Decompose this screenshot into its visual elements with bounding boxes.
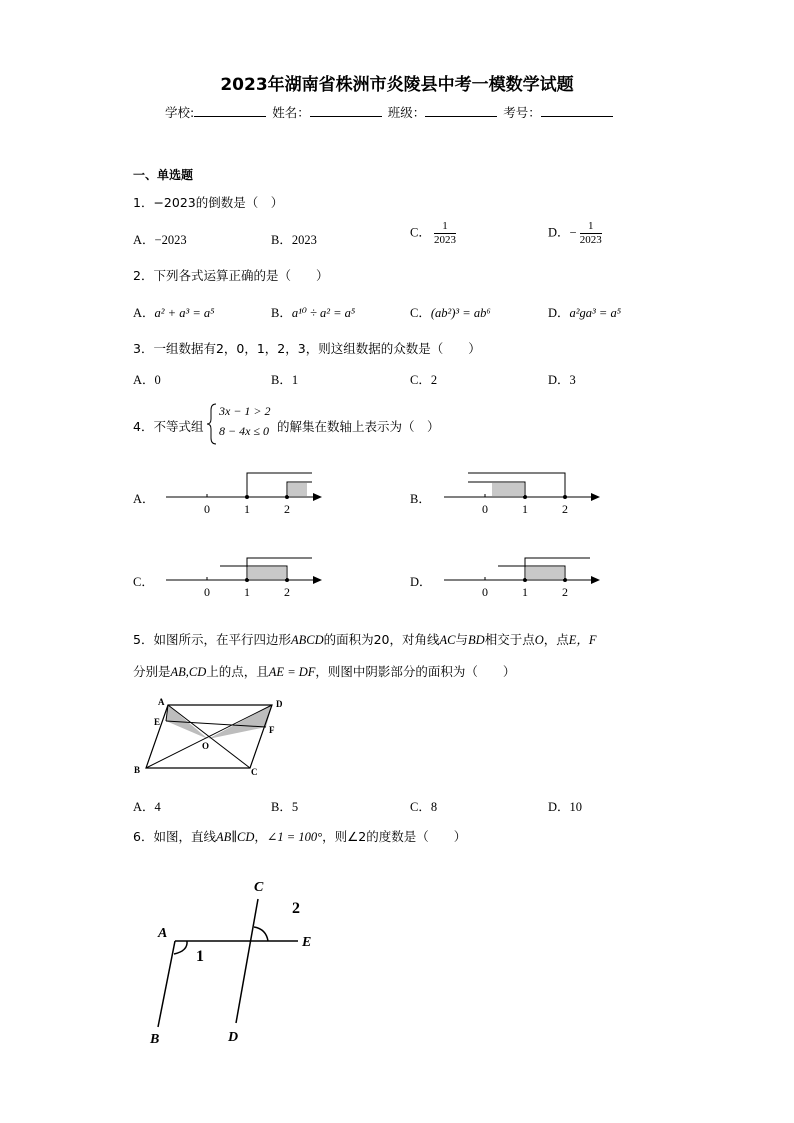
q5-text: ，点 <box>543 632 569 647</box>
label-d: D <box>228 1030 239 1045</box>
q6-stem <box>133 827 466 845</box>
q3-option-a[interactable]: A．0 <box>133 373 161 387</box>
school-blank[interactable] <box>194 104 266 117</box>
q5-math: O <box>534 633 544 647</box>
q5-parallelogram-figure <box>130 695 295 785</box>
q2-d-prefix: D． <box>548 306 570 320</box>
q4-option-d-label[interactable]: D． <box>410 575 432 589</box>
q3-option-c[interactable]: C．2 <box>410 373 438 387</box>
q5-math: E，F <box>568 633 597 647</box>
q5-option-b[interactable]: B．5 <box>271 800 299 814</box>
q1-option-a[interactable]: A．−2023 <box>133 233 187 247</box>
tick-label-1: 1 <box>522 502 528 516</box>
label-e: E <box>154 717 161 727</box>
tick-label-2: 2 <box>562 502 568 516</box>
number-label: 考号： <box>503 105 541 120</box>
arrow-icon <box>313 493 322 501</box>
tick-label-2: 2 <box>562 585 568 599</box>
q2-c-expr: (ab²)³ = ab⁶ <box>430 306 491 320</box>
tick-label-1: 1 <box>522 585 528 599</box>
line-ab <box>158 941 175 1027</box>
q6-text: ，则∠2的度数是（ ） <box>322 829 467 844</box>
q6-text: ， <box>254 829 267 844</box>
name-blank[interactable] <box>310 104 382 117</box>
q2-c-prefix: C． <box>410 306 431 320</box>
q1-c-fraction <box>434 220 456 247</box>
tick-label-1: 1 <box>244 502 250 516</box>
q5-text: 相交于点 <box>484 632 535 647</box>
q1-d-num: 1 <box>587 220 594 232</box>
q4-inequality-1: 3x − 1 > 2 <box>219 404 271 418</box>
label-c: C <box>251 767 258 777</box>
student-info-line <box>165 103 615 121</box>
q2-b-prefix: B． <box>271 306 292 320</box>
q5-text: 与 <box>455 632 469 647</box>
q2-option-a[interactable] <box>133 303 215 321</box>
q5-math: AE = DF <box>268 665 316 679</box>
tick-label-2: 2 <box>284 585 290 599</box>
q3-option-d[interactable]: D．3 <box>548 373 576 387</box>
label-d: D <box>276 699 283 709</box>
label-b: B <box>150 1032 160 1047</box>
q5-text: 5．如图所示，在平行四边形 <box>133 632 291 647</box>
q4-option-a-numberline[interactable] <box>160 466 330 520</box>
arrow-icon <box>313 576 322 584</box>
q1-option-d[interactable] <box>548 220 602 247</box>
name-label: 姓名： <box>272 105 310 120</box>
q5-text: 分别是 <box>133 664 171 679</box>
q2-a-prefix: A． <box>133 306 155 320</box>
q6-math: ∠1 = 100° <box>266 830 323 844</box>
q1-d-prefix: D．− <box>548 225 577 240</box>
shaded-region <box>526 567 564 579</box>
q2-option-c[interactable] <box>410 303 491 321</box>
q1-c-prefix: C． <box>410 225 431 240</box>
arrow-icon <box>591 493 600 501</box>
q6-math: AB∥CD <box>215 830 255 844</box>
tick-label-0: 0 <box>482 585 488 599</box>
label-c: C <box>254 880 264 895</box>
label-e: E <box>302 935 312 950</box>
q1-d-fraction <box>580 220 602 247</box>
line-cd <box>236 899 258 1023</box>
q4-inequality-2: 8 − 4x ≤ 0 <box>219 424 270 438</box>
q5-text: 的面积为20，对角线 <box>323 632 440 647</box>
q5-math: ABCD <box>290 633 324 647</box>
label-f: F <box>269 725 275 735</box>
q1-option-b[interactable]: B．2023 <box>271 233 317 247</box>
q3-stem: 3．一组数据有2，0，1，2，3，则这组数据的众数是（ ） <box>133 341 481 356</box>
q2-a-expr: a² + a³ = a⁵ <box>154 306 215 320</box>
q4-stem-suffix: 的解集在数轴上表示为（ ） <box>277 419 440 434</box>
q5-math: AC <box>439 633 456 647</box>
page-title: 2023年湖南省株洲市炎陵县中考一模数学试题 <box>220 75 574 95</box>
q6-parallel-lines-figure <box>130 875 330 1055</box>
q2-b-expr: a¹⁰ ÷ a² = a⁵ <box>291 306 356 320</box>
q5-stem-line1 <box>133 630 597 648</box>
q5-stem-line2 <box>133 662 515 680</box>
q4-option-d-numberline[interactable] <box>438 549 608 603</box>
q5-option-a[interactable]: A．4 <box>133 800 161 814</box>
q5-option-c[interactable]: C．8 <box>410 800 438 814</box>
tick-label-2: 2 <box>284 502 290 516</box>
q5-text: 上的点，且 <box>206 664 269 679</box>
tick-label-0: 0 <box>482 502 488 516</box>
q4-option-c-numberline[interactable] <box>160 549 330 603</box>
class-label: 班级： <box>387 105 426 120</box>
label-angle-1: 1 <box>196 948 204 965</box>
q4-stem-prefix: 4．不等式组 <box>133 419 204 434</box>
number-blank[interactable] <box>541 104 613 117</box>
shaded-region <box>248 567 286 579</box>
label-b: B <box>134 765 141 775</box>
q6-text: 6．如图，直线 <box>133 829 216 844</box>
angle-1-arc <box>174 941 187 954</box>
q5-option-d[interactable]: D．10 <box>548 800 583 814</box>
school-label: 学校: <box>165 105 195 120</box>
section-heading: 一、单选题 <box>133 168 194 182</box>
q2-option-d[interactable] <box>548 303 621 321</box>
shaded-region <box>492 483 524 496</box>
label-a: A <box>158 926 168 941</box>
tick-label-0: 0 <box>204 502 210 516</box>
q1-c-den: 2023 <box>433 234 456 246</box>
q5-math: AB,CD <box>170 665 207 679</box>
label-a: A <box>158 697 165 707</box>
q1-option-c[interactable] <box>410 220 456 247</box>
q1-d-den: 2023 <box>579 234 602 246</box>
q2-d-expr: a²ga³ = a⁵ <box>569 306 622 320</box>
q5-math: BD <box>468 633 485 647</box>
q1-c-num: 1 <box>442 220 448 232</box>
tick-label-0: 0 <box>204 585 210 599</box>
q4-option-a-label[interactable]: A． <box>133 492 155 506</box>
angle-2-arc <box>254 927 268 941</box>
q4-option-b-numberline[interactable] <box>438 466 608 520</box>
arrow-icon <box>591 576 600 584</box>
class-blank[interactable] <box>425 104 497 117</box>
q4-option-b-label[interactable]: B． <box>410 492 431 506</box>
label-angle-2: 2 <box>292 900 300 917</box>
tick-label-1: 1 <box>244 585 250 599</box>
q3-option-b[interactable]: B．1 <box>271 373 299 387</box>
q4-brace-icon <box>206 402 218 446</box>
q1-stem: 1．−2023的倒数是（ ） <box>133 195 284 210</box>
q5-text: ，则图中阴影部分的面积为（ ） <box>315 664 516 679</box>
q2-stem: 2．下列各式运算正确的是（ ） <box>133 268 329 283</box>
q4-option-c-label[interactable]: C． <box>133 575 154 589</box>
shaded-region <box>288 483 307 496</box>
q2-option-b[interactable] <box>271 303 355 321</box>
label-o: O <box>202 741 210 751</box>
